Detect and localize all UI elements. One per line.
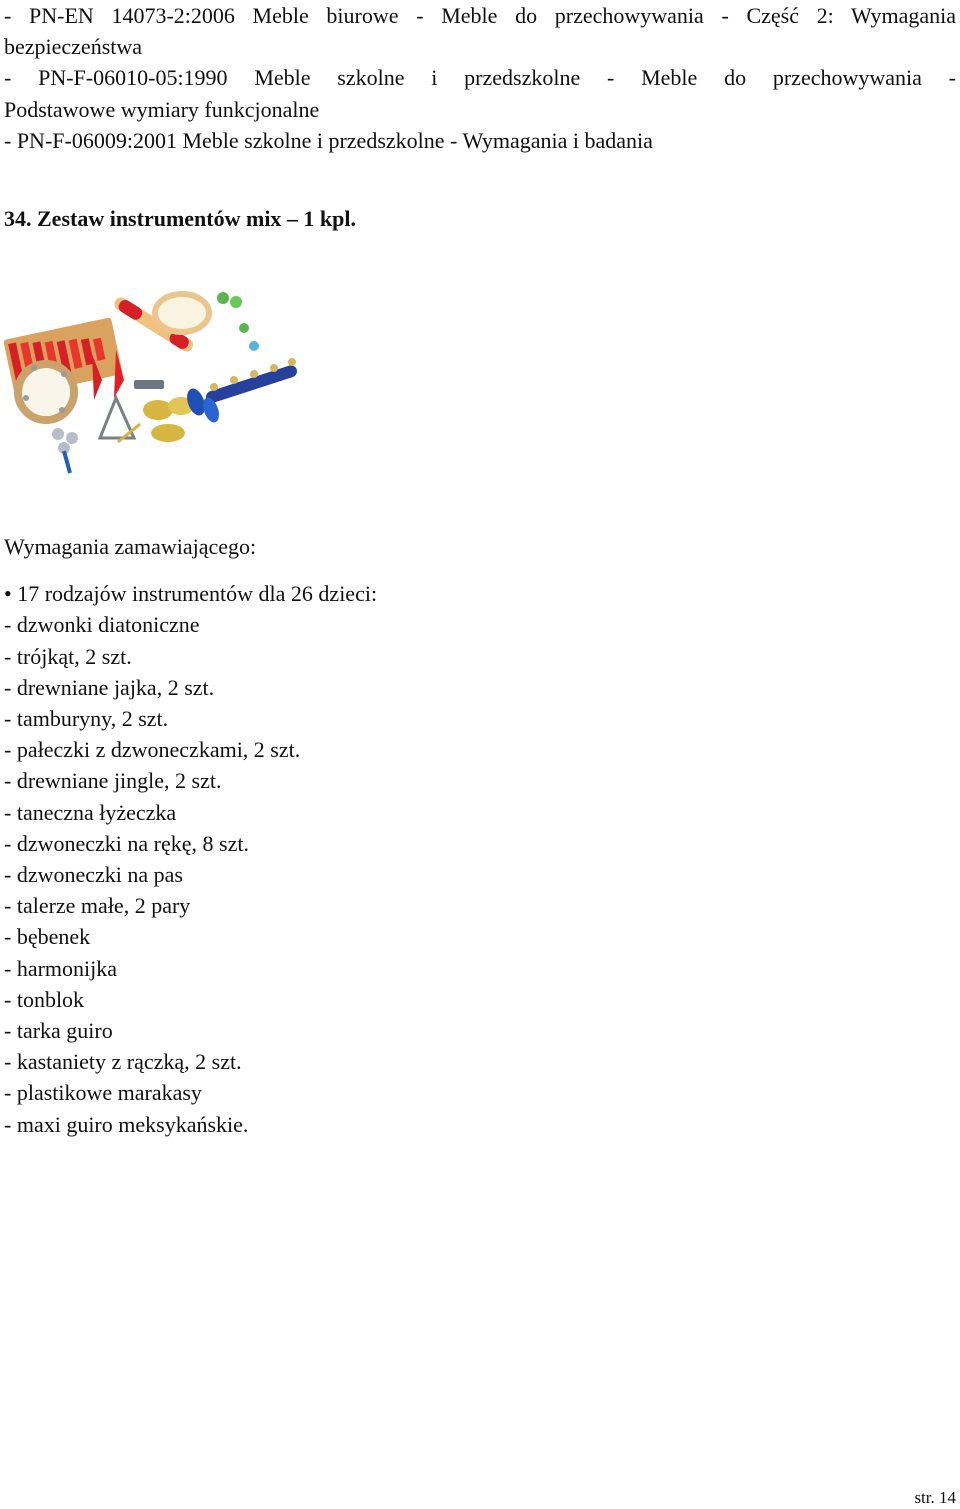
instrument-set-illustration (4, 288, 304, 478)
page-number: str. 14 (914, 1488, 956, 1507)
maracas-icon (217, 292, 259, 351)
standard-1-line-2: bezpieczeństwa (4, 34, 143, 60)
standard-1-line-1: - PN-EN 14073-2:2006 Meble biurowe - Meble do przechowywania - Część 2: Wymagania (4, 3, 956, 28)
requirements-title: Wymagania zamawiającego: (4, 534, 257, 559)
standard-2-line-2: Podstawowe wymiary funkcjonalne (4, 96, 320, 122)
triangle-icon (100, 398, 140, 442)
list-item: - trójkąt, 2 szt. (4, 643, 132, 669)
list-item: - drewniane jingle, 2 szt. (4, 768, 222, 794)
standard-2-line-1: - PN-F-06010-05:1990 Meble szkolne i przedszkolne - Meble do przechowywania - (4, 65, 956, 91)
document-page (4, 0, 956, 234)
hand-bells-icon (52, 428, 78, 473)
requirements-intro: • 17 rodzajów instrumentów dla 26 dzieci: (4, 581, 378, 607)
bells-strip-icon (204, 358, 298, 405)
list-item: - drewniane jajka, 2 szt. (4, 674, 215, 700)
list-item: - dzwoneczki na pas (4, 862, 183, 888)
list-item: - pałeczki z dzwoneczkami, 2 szt. (4, 737, 301, 763)
list-item: - dzwoneczki na rękę, 8 szt. (4, 830, 249, 856)
list-item: - taneczna łyżeczka (4, 799, 177, 825)
list-item: - tamburyny, 2 szt. (4, 706, 169, 732)
list-item: - kastaniety z rączką, 2 szt. (4, 1049, 242, 1075)
list-item: - talerze małe, 2 pary (4, 893, 191, 919)
list-item: - dzwonki diatoniczne (4, 612, 200, 638)
standard-3-line-1: - PN-F-06009:2001 Meble szkolne i przedszkolne - Wymagania i badania (4, 127, 653, 153)
list-item: - tarka guiro (4, 1018, 113, 1044)
list-item: - tonblok (4, 986, 85, 1012)
tambourine-icon (18, 364, 74, 420)
instrument-list (4, 609, 956, 1139)
list-item: - plastikowe marakasy (4, 1080, 202, 1106)
cymbals-icon (143, 397, 194, 442)
drum-icon (152, 291, 212, 335)
instrument-set-image (4, 288, 304, 478)
list-item: - bębenek (4, 924, 91, 950)
item-title: 34. Zestaw instrumentów mix – 1 kpl. (4, 206, 357, 232)
standards-list (4, 0, 956, 156)
list-item: - maxi guiro meksykańskie. (4, 1111, 249, 1137)
list-item: - harmonijka (4, 955, 118, 981)
harmonica-icon (134, 380, 164, 389)
requirements-section (4, 531, 956, 1140)
